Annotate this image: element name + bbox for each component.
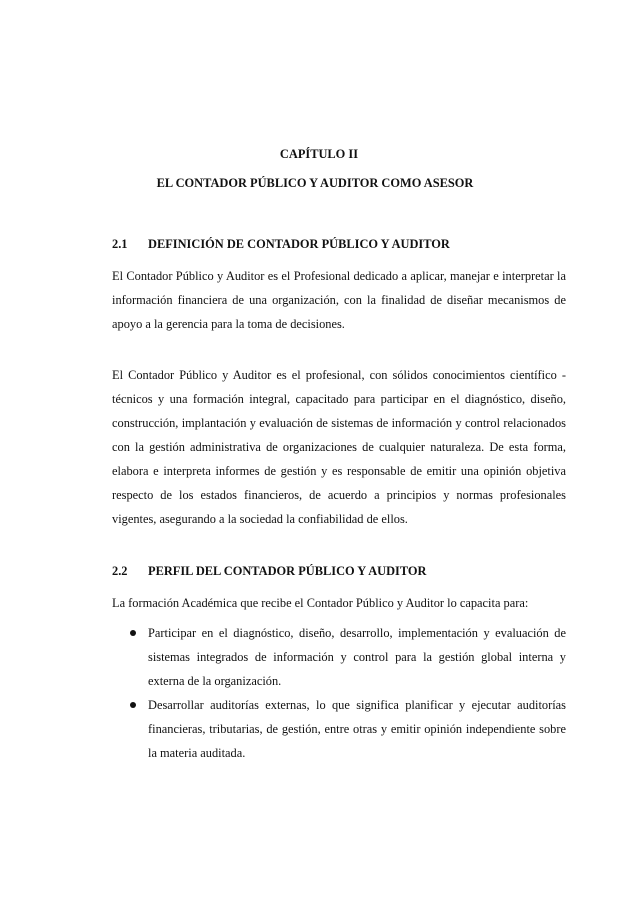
bullet-icon [130,702,136,708]
profile-bullet-list [112,621,566,765]
list-item [112,693,566,765]
paragraph-definition-1: El Contador Público y Auditor es el Profesional dedicado a aplicar, manejar e interpretar la información financiera de una organización, con la finalidad de diseñar mecanismos de apoyo a la gerencia para la toma de decisiones. [112,269,566,331]
paragraph-definition-2: El Contador Público y Auditor es el profesional, con sólidos conocimientos científico - técnicos y una formación integral, capacitado para participar en el diagnóstico, diseño, construcción, implantación y evaluación de sistemas de información y control relacionados con la gestión administrativa de organizaciones de cualquier naturaleza. De esta forma, elabora e interpreta informes de gestión y es responsable de emitir una opinión objetiva respecto de los estados financieros, de acuerdo a principios y normas profesionales vigentes, asegurando a la sociedad la confiabilidad de ellos. [112,368,566,526]
section-title: PERFIL DEL CONTADOR PÚBLICO Y AUDITOR [148,564,427,578]
chapter-label: CAPÍTULO II [279,147,359,161]
section-heading-2-2 [112,563,426,579]
section-number: 2.1 [112,237,128,251]
list-item-text: Desarrollar auditorías externas, lo que significa planificar y ejecutar auditorías financieras, tributarias, de gestión, entre otras y emitir opinión independiente sobre la materia auditada. [148,698,566,760]
chapter-title: EL CONTADOR PÚBLICO Y AUDITOR COMO ASESOR [156,176,474,190]
paragraph-profile-intro: La formación Académica que recibe el Contador Público y Auditor lo capacita para: [112,596,529,610]
list-item-text: Participar en el diagnóstico, diseño, desarrollo, implementación y evaluación de sistemas integrados de información y control para la gestión global interna y externa de la organización. [148,626,566,688]
section-number: 2.2 [112,564,128,578]
bullet-icon [130,630,136,636]
section-heading-2-1 [112,236,450,252]
list-item [112,621,566,693]
section-title: DEFINICIÓN DE CONTADOR PÚBLICO Y AUDITOR [148,237,450,251]
